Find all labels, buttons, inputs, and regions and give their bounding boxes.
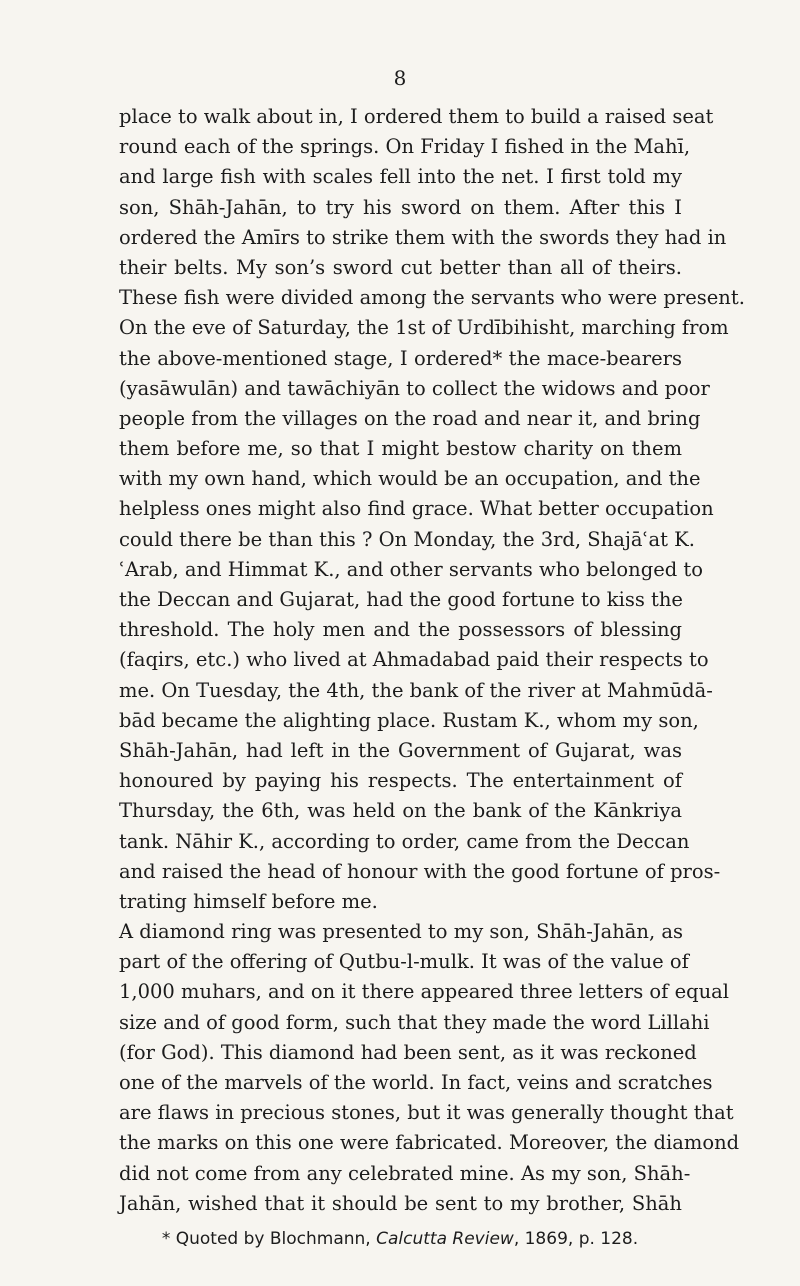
text-line: part of the offering of Qutbu-l-mulk. It was of the value of	[119, 950, 689, 974]
text-line: did not come from any celebrated mine. As my son, Shāh-	[119, 1161, 691, 1185]
text-line: bād became the alighting place. Rustam K., whom my son,	[119, 708, 699, 732]
text-line: and large fish with scales fell into the net. I first told my	[119, 165, 682, 189]
text-line: me. On Tuesday, the 4th, the bank of the river at Mahmūdā-	[119, 678, 713, 702]
text-line: their belts. My son’s sword cut better than all of theirs.	[119, 255, 682, 279]
text-line: son, Shāh-Jahān, to try his sword on them. After this I	[119, 195, 682, 219]
text-line: are flaws in precious stones, but it was generally thought that	[119, 1101, 734, 1125]
page-number: 8	[393, 66, 407, 90]
footnote-suffix: , 1869, p. 128.	[513, 1229, 639, 1249]
text-line: Thursday, the 6th, was held on the bank of the Kānkriya	[119, 799, 682, 823]
footnote-journal: Calcutta Review	[376, 1229, 514, 1249]
text-line: (faqirs, etc.) who lived at Ahmadabad paid their respects to	[119, 648, 709, 672]
text-line: Jahān, wished that it should be sent to my brother, Shāh	[119, 1191, 682, 1215]
text-line: ʿArab, and Himmat K., and other servants who belonged to	[119, 557, 704, 581]
text-line: Shāh-Jahān, had left in the Government of Gujarat, was	[119, 738, 682, 762]
text-line: honoured by paying his respects. The entertainment of	[119, 769, 682, 793]
body-text	[119, 102, 745, 1219]
text-line: could there be than this ? On Monday, the 3rd, Shajāʿat K.	[119, 527, 695, 551]
footnote-prefix: Quoted by Blochmann,	[175, 1229, 371, 1249]
text-line: threshold. The holy men and the possessors of blessing	[119, 618, 682, 642]
text-line: helpless ones might also find grace. What better occupation	[119, 497, 714, 521]
text-line: (yasāwulān) and tawāchiyān to collect the widows and poor	[119, 376, 710, 400]
text-line: round each of the springs. On Friday I fished in the Mahī,	[119, 135, 691, 159]
text-line: with my own hand, which would be an occupation, and the	[119, 467, 701, 491]
text-line: and raised the head of honour with the good fortune of pros-	[119, 859, 721, 883]
text-line: tank. Nāhir K., according to order, came from the Deccan	[119, 829, 690, 853]
footnote	[0, 1228, 800, 1250]
paragraph-end-line: trating himself before me.	[119, 889, 378, 913]
text-line: one of the marvels of the world. In fact, veins and scratches	[119, 1071, 713, 1094]
text-line: ordered the Amīrs to strike them with the swords they had in	[119, 225, 727, 249]
text-line: them before me, so that I might bestow charity on them	[119, 437, 682, 461]
text-line: These fish were divided among the servants who were present.	[119, 286, 745, 310]
text-line: the Deccan and Gujarat, had the good fortune to kiss the	[119, 588, 683, 611]
text-line: On the eve of Saturday, the 1st of Urdībihisht, marching from	[119, 316, 729, 340]
text-line: 1,000 muhars, and on it there appeared three letters of equal	[119, 980, 730, 1004]
text-line: (for God). This diamond had been sent, as it was reckoned	[119, 1040, 697, 1064]
text-line: A diamond ring was presented to my son, Shāh-Jahān, as	[119, 920, 684, 944]
text-line: size and of good form, such that they made the word Lillahi	[119, 1010, 710, 1034]
text-line: the marks on this one were fabricated. Moreover, the diamond	[119, 1131, 740, 1155]
text-line: place to walk about in, I ordered them to build a raised seat	[119, 105, 714, 128]
footnote-marker: *	[161, 1229, 171, 1249]
text-line: the above-mentioned stage, I ordered* the mace-bearers	[119, 346, 682, 370]
text-line: people from the villages on the road and near it, and bring	[119, 406, 701, 430]
